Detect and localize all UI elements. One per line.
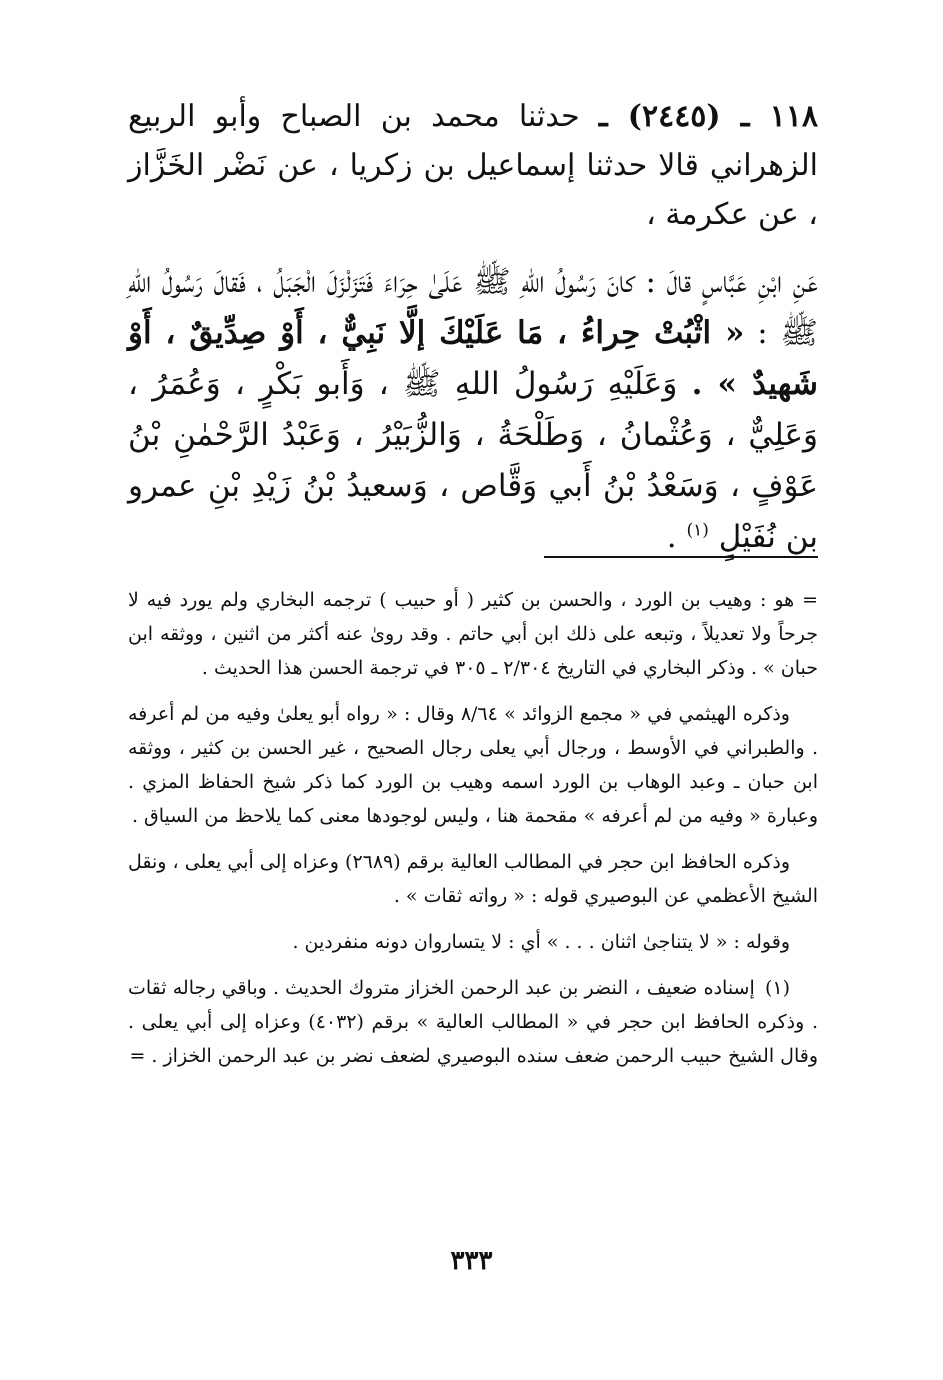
footnote-explanation: وقوله : « لا يتناجىٰ اثنان . . . » أي : لا يتساروان دونه منفردين . — [292, 931, 790, 953]
matn-part2: وَعَلَيْهِ رَسُولُ اللهِ ﷺ ، وَأَبو بَكْرٍ ، وَعُمَرُ ، وَعَلِيٌّ ، وَعُثْمانُ ، وَطَلْحَةُ ، وَالزُّبَيْرُ ، وَعَبْدُ الرَّحْمٰنِ بْنُ عَوْفٍ ، وَسَعْدُ بْنُ أَبي وَقَّاص ، وَسعيدُ بْنُ زَيْدِ بْنِ عمرو بن نُفَيْلٍ — [128, 366, 818, 555]
matn-end-mark: . — [666, 519, 677, 555]
footnote-1-text: إسناده ضعيف ، النضر بن عبد الرحمن الخزاز متروك الحديث . وباقي رجاله ثقات . وذكره الحافظ ابن حجر في « المطالب العالية » برقم (٤٠٣٢) وعزاه إلى أبي يعلى . وقال الشيخ حبيب الرحمن ضعف سنده البوصيري لضعف نضر بن عبد الرحمن الخزاز . = — [128, 977, 818, 1067]
footnote-1-number: (١) — [764, 977, 790, 999]
footnote-divider — [544, 556, 818, 558]
matn-part1: عَنِ ابْنِ عَبَّاسٍ قالَ : كانَ رَسُولُ اللهِ ﷺ عَلَىٰ حِرَاءَ فَتَزَلْزَلَ الْجَبَلُ ، فَقالَ رَسُولُ اللهِ ﷺ : — [128, 264, 819, 351]
page-number: ٣٣٣ — [450, 1246, 493, 1276]
hadith-matn — [128, 257, 818, 563]
footnote-reference: (١) — [686, 520, 709, 541]
footnote-ibn-hajar: وذكره الحافظ ابن حجر في المطالب العالية برقم (٢٦٨٩) وعزاه إلى أبي يعلى ، ونقل الشيخ الأعظمي عن البوصيري قوله : « رواته ثقات » . — [128, 851, 818, 907]
footnotes-section — [128, 583, 818, 1085]
footnote-1 — [128, 971, 818, 1073]
footnote-continuation: = هو : وهيب بن الورد ، والحسن بن كثير ( أو حبيب ) ترجمه البخاري ولم يورد فيه لا جرحاً ولا تعديلاً ، وتبعه على ذلك ابن أبي حاتم . وقد روىٰ عنه أكثر من اثنين ، ووثقه ابن حبان » . وذكر البخاري في التاريخ ٢/٣٠٤ ـ ٣٠٥ في ترجمة الحسن هذا الحديث . — [128, 589, 818, 679]
hadith-isnad-paragraph — [128, 92, 818, 239]
hadith-number: ١١٨ ـ (٢٤٤٥) ـ — [598, 99, 818, 134]
hadith-block — [128, 92, 818, 594]
hadith-isnad: حدثنا محمد بن الصباح وأبو الربيع الزهراني قالا حدثنا إسماعيل بن زكريا ، عن نَضْر الخَزَّاز ، عن عكرمة ، — [128, 99, 818, 232]
footnote-haythami: وذكره الهيثمي في « مجمع الزوائد » ٨/٦٤ وقال : « رواه أبو يعلىٰ وفيه من لم أعرفه . والطبراني في الأوسط ، ورجال أبي يعلى رجال الصحيح ، غير الحسن بن كثير ، ووثقه ابن حبان ـ وعبد الوهاب بن الورد اسمه وهيب بن الورد كما ذكر شيخ الحفاظ المزي . وعبارة « وفيه من لم أعرفه » مقحمة هنا ، وليس لوجودها معنى كما يلاحظ من السياق . — [128, 703, 818, 827]
matn-quote: « اثْبُتْ حِراءُ ، مَا عَلَيْكَ إلَّا نَبِيٌّ ، أَوْ صِدِّيقٌ ، أَوْ شَهيدٌ » . — [128, 315, 818, 402]
